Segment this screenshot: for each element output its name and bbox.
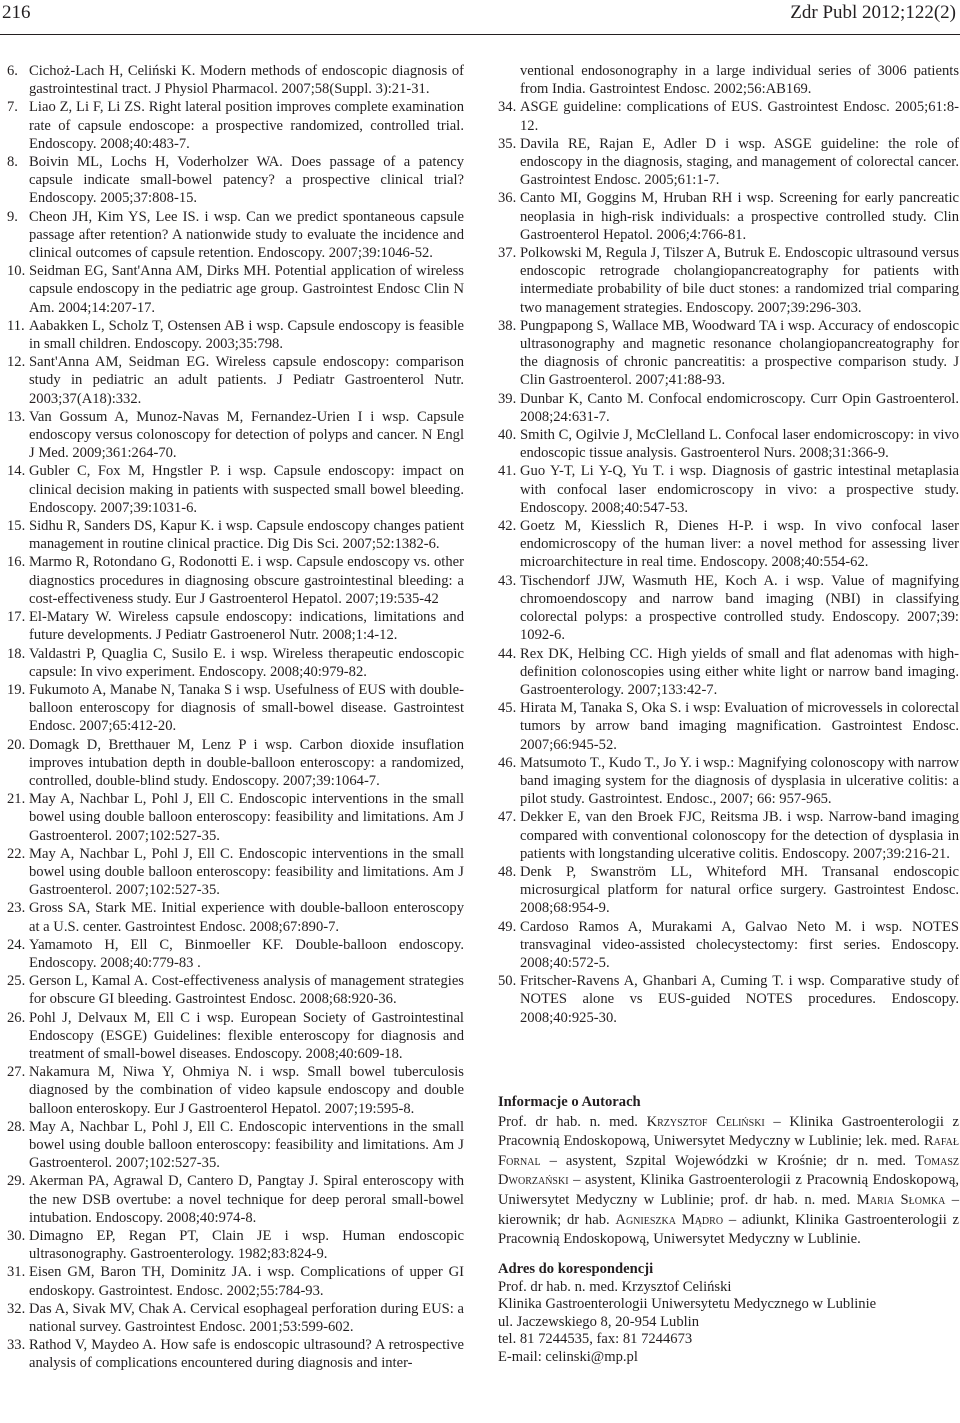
reference-item [498, 517, 959, 572]
reference-item [7, 462, 464, 517]
reference-text: Sant'Anna AM, Seidman EG. Wireless capsule endoscopy: comparison study in pediatric an adult patients. J Pediatr Gastroenterol Nutr. 2003;37(A18):332. [29, 354, 464, 407]
reference-number: 49. [498, 918, 517, 935]
reference-text: Polkowski M, Regula J, Tilszer A, Butruk E. Endoscopic ultrasound versus endoscopic retrograde cholangiopancreatography for patients with intermediate probability of bile duct stones: a randomized trial comparing two management strategies. Endoscopy. 2007;39:296-303. [520, 245, 959, 316]
reference-item [498, 863, 959, 918]
reference-text: Aabakken L, Scholz T, Ostensen AB i wsp. Capsule endoscopy is feasible in small children. Endoscopy. 2003;35:798. [29, 317, 464, 353]
reference-item [7, 972, 464, 1008]
reference-number: 40. [498, 427, 517, 444]
reference-text: Nakamura M, Niwa Y, Ohmiya N. i wsp. Small bowel tuberculosis diagnosed by the combination of video kapsule endoscopy and double balloon enteroskopy. Eur J Gastroenterol Hepatol. 2007;19:595-8. [29, 1064, 464, 1117]
reference-number: 39. [498, 390, 517, 407]
authors-info [498, 1093, 959, 1250]
reference-item [7, 936, 464, 972]
reference-text: Cheon JH, Kim YS, Lee IS. i wsp. Can we predict spontaneous capsule passage after retention? A nationwide study to evaluate the incidence and clinical outcomes of capsule retention. Endoscopy. 2007;39:1046-52. [29, 208, 464, 262]
reference-number: 43. [498, 572, 517, 589]
reference-item [7, 790, 464, 845]
reference-item [7, 517, 464, 553]
reference-text: May A, Nachbar L, Pohl J, Ell C. Endoscopic interventions in the small bowel using double balloon enteroscopy: feasibility and limitations. Am J Gastroenterol. 2007;102:527-35. [29, 845, 464, 899]
reference-text: Boivin ML, Lochs H, Voderholzer WA. Does passage of a patency capsule indicate small-bowel patency? a prospective clinical trial? Endoscopy. 2005;37:808-15. [29, 154, 464, 207]
reference-item [7, 1118, 464, 1173]
reference-item [7, 317, 464, 353]
reference-text: Dimagno EP, Regan PT, Clain JE i wsp. Human endoscopic ultrasonography. Gastroenterology. 1982;83:824-9. [29, 1228, 464, 1263]
author-name: Agnieszka Mądro [615, 1211, 724, 1228]
reference-number: 8. [7, 154, 18, 171]
reference-number: 16. [7, 554, 26, 571]
references-left-column [7, 62, 464, 1373]
reference-number: 6. [7, 63, 18, 79]
reference-text: May A, Nachbar L, Pohl J, Ell C. Endoscopic interventions in the small bowel using double balloon enteroscopy: feasibility and limitations. Am J Gastroenterol. 2007;102:527-35. [29, 791, 464, 844]
reference-item [498, 317, 959, 390]
author-name: Tomasz Dworzański [498, 1152, 959, 1189]
reference-item [7, 1009, 464, 1064]
correspondence-email[interactable]: E-mail: celinski@mp.pl [498, 1348, 638, 1365]
reference-item [498, 390, 959, 426]
reference-item [7, 1172, 464, 1227]
correspondence [498, 1261, 959, 1367]
reference-text: Smith C, Ogilvie J, McClelland L. Confocal laser endomicroscopy: in vivo endoscopic tissue analysis. Gastroenterol Nurs. 2008;31:366-9. [520, 427, 959, 462]
reference-number: 32. [7, 1300, 26, 1317]
reference-number: 34. [498, 99, 517, 116]
reference-item [7, 1063, 464, 1118]
reference-number: 19. [7, 681, 26, 698]
references-right-column [498, 62, 959, 1027]
reference-text: Yamamoto H, Ell C, Binmoeller KF. Double-balloon endoscopy. Endoscopy. 2008;40:779-83 . [29, 936, 464, 971]
reference-item [498, 918, 959, 973]
page-number: 216 [2, 2, 31, 23]
reference-text: Liao Z, Li F, Li ZS. Right lateral position improves complete examination rate of capsule endoscope: a prospective randomized, controlled trial. Endoscopy. 2008;40:483-7. [29, 99, 464, 152]
reference-number: 24. [7, 936, 26, 953]
reference-text: Das A, Sivak MV, Chak A. Cervical esophageal perforation during EUS: a national survey. Gastrointest Endosc. 2001;53:599-602. [29, 1300, 464, 1336]
reference-text: Pohl J, Delvaux M, Ell C i wsp. European Society of Gastrointestinal Endoscopy (ESGE) Guidelines: flexible enteroscopy for diagnosis and treatment of small-bowel diseases. Endoscopy. 2008;40:609-18. [29, 1009, 464, 1062]
reference-number: 47. [498, 809, 517, 826]
header-rule [0, 34, 960, 35]
reference-text: Eisen GM, Baron TH, Dominitz JA. i wsp. Complications of upper GI endoskopy. Gastrointest. Endosc. 2002;55:784-93. [29, 1264, 464, 1299]
correspondence-line: Klinika Gastroenterologii Uniwersytetu Medycznego w Lublinie [498, 1296, 877, 1313]
reference-number: 10. [7, 263, 26, 280]
reference-number: 48. [498, 863, 517, 880]
reference-item [498, 98, 959, 134]
reference-item [7, 1263, 464, 1299]
reference-item [7, 645, 464, 681]
reference-item [7, 153, 464, 208]
reference-item [498, 699, 959, 754]
journal-citation: Zdr Publ 2012;122(2) [790, 2, 956, 23]
reference-number: 36. [498, 190, 517, 207]
reference-number: 25. [7, 973, 26, 990]
reference-item [7, 1300, 464, 1336]
reference-number: 31. [7, 1264, 26, 1281]
reference-number: 46. [498, 754, 517, 771]
correspondence-line: tel. 81 7244535, fax: 81 7244673 [498, 1331, 693, 1348]
reference-text: Tischendorf JJW, Wasmuth HE, Koch A. i wsp. Value of magnifying chromoendoscopy and narrow band imaging (NBI) in classifying colorectal polyps: a prospective controlled study. Endoscopy. 2007;39: 1092-6. [520, 572, 959, 644]
reference-number: 18. [7, 645, 26, 662]
reference-text: Matsumoto T., Kudo T., Jo Y. i wsp.: Magnifying colonoscopy with narrow band imaging system for the diagnosis of dysplasia in ulcerative colitis: a pilot study. Gastrointest. Endosc., 2007; 66: 957-965. [520, 754, 959, 808]
reference-number: 30. [7, 1228, 26, 1244]
reference-text: Seidman EG, Sant'Anna AM, Dirks MH. Potential application of wireless capsule endoscopy in the pediatric age group. Gastrointest Endosc Clin N Am. 2004;14:207-17. [29, 263, 464, 316]
reference-number: 17. [7, 609, 26, 626]
reference-number: 41. [498, 463, 517, 480]
reference-item [498, 572, 959, 645]
reference-text: Marmo R, Rotondano G, Rodonotti E. i wsp. Capsule endoscopy vs. other diagnostics procedures in diagnosing obscure gastrointestinal bleeding: a cost-effectiveness study. Eur J Gastroenterol Hepatol. 2007;19:535-42 [29, 554, 464, 607]
reference-number: 28. [7, 1118, 26, 1135]
reference-number: 15. [7, 518, 26, 535]
reference-text: Cardoso Ramos A, Murakami A, Galvao Neto M. i wsp. NOTES transvaginal video-assisted cholecystectomy: first series. Endoscopy. 2008;40:572-5. [520, 918, 959, 971]
reference-item [7, 608, 464, 644]
reference-text: May A, Nachbar L, Pohl J, Ell C. Endoscopic interventions in the small bowel using double balloon enteroscopy: feasibility and limitations. Am J Gastroenterol. 2007;102:527-35. [29, 1118, 464, 1172]
reference-text: Gubler C, Fox M, Hngstler P. i wsp. Capsule endoscopy: impact on clinical decision making in patients with suspected small bowel bleeding. Endoscopy. 2007;39:1031-6. [29, 463, 464, 516]
reference-text: Rex DK, Helbing CC. High yields of small and flat adenomas with high-definition colonoscopies using either white light or narrow band imaging. Gastroenterology. 2007;133:42-7. [520, 645, 959, 698]
author-name: Maria Słomka [856, 1191, 946, 1208]
reference-item [7, 62, 464, 98]
reference-text: ASGE guideline: complications of EUS. Gastrointest Endosc. 2005;61:8-12. [520, 99, 959, 134]
reference-number: 33. [7, 1337, 26, 1354]
reference-text: Van Gossum A, Munoz-Navas M, Fernandez-Urien I i wsp. Capsule endoscopy versus colonoscopy for detection of polyps and cancer. N Engl J Med. 2009;361:264-70. [29, 408, 464, 462]
reference-number: 23. [7, 900, 26, 917]
reference-number: 21. [7, 791, 26, 808]
reference-item [7, 1336, 464, 1372]
reference-number: 7. [7, 99, 18, 116]
reference-text: Gerson L, Kamal A. Cost-effectiveness analysis of management strategies for obscure GI bleeding. Gastrointest Endosc. 2008;68:920-36. [29, 973, 464, 1008]
reference-item [7, 208, 464, 263]
reference-number: 50. [498, 973, 517, 990]
reference-text: Valdastri P, Quaglia C, Susilo E. i wsp. Wireless therapeutic endoscopic capsule: In vivo experiment. Endoscopy. 2008;40:979-82. [29, 645, 464, 680]
reference-text: Hirata M, Tanaka S, Oka S. i wsp: Evaluation of microvessels in colorectal tumors by arrow band imaging magnification. Gastrointest Endosc. 2007;66:945-52. [520, 700, 959, 753]
reference-text: Denk P, Swanström LL, Whiteford MH. Transanal endoscopic microsurgical platform for natural orfice surgery. Gastrointest Endosc. 2008;68:954-9. [520, 863, 959, 917]
reference-text: Guo Y-T, Li Y-Q, Yu T. i wsp. Diagnosis of gastric intestinal metaplasia with confocal laser endomicroscopy in vivo: a prospective study. Endoscopy. 2008;40:547-53. [520, 463, 959, 516]
author-name: Krzysztof Celiński [646, 1113, 765, 1130]
reference-number: 20. [7, 736, 26, 753]
reference-text: Canto MI, Goggins M, Hruban RH i wsp. Screening for early pancreatic neoplasia in high-risk individuals: a prospective controlled study. Clin Gastroenterol Hepatol. 2006;4:766-81. [520, 190, 959, 243]
reference-item [7, 98, 464, 153]
reference-number: 12. [7, 354, 26, 371]
authors-info-body: Prof. dr hab. n. med. Krzysztof Celiński – Klinika Gastroenterologii z Pracownią Endoskopową, Uniwersytet Medyczny w Lublinie; lek. med. Rafał Fornal – asystent, Szpital Wojewódzki w Krośnie; dr n. med. Tomasz Dworzański – asystent, Klinika Gastroenterologii z Pracownią Endoskopową, Uniwersytet Medyczny w Lublinie; prof. dr hab. n. med. Maria Słomka – kierownik; dr hab. Agnieszka Mądro – adiunkt, Klinika Gastroenterologii z Pracownią Endoskopową, Uniwersytet Medyczny w Lublinie. [498, 1113, 959, 1248]
reference-continuation [498, 62, 959, 98]
reference-item [498, 426, 959, 462]
reference-number: 27. [7, 1064, 26, 1081]
reference-number: 9. [7, 208, 18, 225]
reference-number: 11. [7, 317, 25, 334]
reference-item [7, 681, 464, 736]
reference-text: Fritscher-Ravens A, Ghanbari A, Cuming T. i wsp. Comparative study of NOTES alone vs EUS-guided NOTES procedures. Endoscopy. 2008;40:925-30. [520, 973, 959, 1026]
reference-text: Dekker E, van den Broek FJC, Reitsma JB. i wsp. Narrow-band imaging compared with conventional colonoscopy for the detection of dysplasia in patients with longstanding ulcerative colitis. Endoscopy. 2007;39:216-21. [520, 809, 959, 862]
reference-item [498, 135, 959, 190]
page-header [0, 0, 960, 40]
reference-item [7, 353, 464, 408]
authors-info-title: Informacje o Autorach [498, 1094, 641, 1110]
reference-number: 42. [498, 518, 517, 535]
reference-text: Akerman PA, Agrawal D, Cantero D, Pangtay J. Spiral enteroscopy with the new DSB overtube: a novel technique for deep peroral small-bowel intubation. Endoscopy. 2008;40:974-8. [29, 1173, 464, 1226]
reference-text: Goetz M, Kiesslich R, Dienes H-P. i wsp. In vivo confocal laser endomicroscopy of the human liver: a novel method for assessing liver microarchitecture in real time. Endoscopy. 2008;40:554-62. [520, 518, 959, 571]
reference-text: Gross SA, Stark ME. Initial experience with double-balloon enteroscopy at a U.S. center. Gastrointest Endosc. 2008;67:890-7. [29, 900, 464, 935]
author-name: Rafał Fornal [498, 1133, 959, 1169]
reference-item [498, 645, 959, 700]
reference-item [7, 553, 464, 608]
reference-item [7, 408, 464, 463]
reference-number: 45. [498, 700, 517, 717]
reference-item [7, 736, 464, 791]
reference-number: 14. [7, 463, 26, 480]
reference-item [498, 244, 959, 317]
reference-item [7, 1227, 464, 1263]
reference-number: 35. [498, 135, 517, 152]
reference-number: 13. [7, 408, 26, 425]
reference-number: 38. [498, 317, 517, 334]
reference-text: Dunbar K, Canto M. Confocal endomicroscopy. Curr Opin Gastroenterol. 2008;24:631-7. [520, 390, 959, 425]
reference-number: 26. [7, 1009, 26, 1026]
correspondence-line: Prof. dr hab. n. med. Krzysztof Celiński [498, 1278, 732, 1295]
reference-number: 44. [498, 645, 517, 662]
reference-text: El-Matary W. Wireless capsule endoscopy: indications, limitations and future developments. J Pediatr Gastroenerol Nutr. 2008;1:4-12. [29, 609, 464, 644]
reference-item [498, 972, 959, 1027]
reference-item [498, 189, 959, 244]
correspondence-line: ul. Jaczewskiego 8, 20-954 Lublin [498, 1313, 700, 1330]
reference-number: 37. [498, 245, 517, 262]
reference-text: Sidhu R, Sanders DS, Kapur K. i wsp. Capsule endoscopy changes patient management in routine clinical practice. Dig Dis Sci. 2007;52:1382-6. [29, 518, 464, 553]
reference-number: 22. [7, 845, 26, 862]
reference-text: Domagk D, Bretthauer M, Lenz P i wsp. Carbon dioxide insuflation improves intubation depth in double-balloon enteroscopy: a randomized, controlled, double-blind study. Endoscopy. 2007;39:1064-7. [29, 736, 464, 789]
reference-number: 29. [7, 1173, 26, 1190]
reference-item [7, 899, 464, 935]
reference-item [498, 808, 959, 863]
correspondence-title: Adres do korespondencji [498, 1261, 654, 1277]
reference-text: ventional endosonography in a large individual series of 3006 patients from India. Gastrointest Endosc. 2002;56:AB169. [520, 63, 959, 98]
reference-item [498, 462, 959, 517]
reference-text: Cichoż-Lach H, Celiński K. Modern methods of endoscopic diagnosis of gastrointestinal tract. J Physiol Pharmacol. 2007;58(Suppl. 3):21-31. [29, 63, 464, 98]
reference-item [498, 754, 959, 809]
reference-text: Pungpapong S, Wallace MB, Woodward TA i wsp. Accuracy of endoscopic ultrasonography and magnetic resonance cholangiopancreatography for the diagnosis of chronic pancreatitis: a prospective comparison study. J Clin Gastroenterol. 2007;41:88-93. [520, 317, 959, 389]
reference-item [7, 262, 464, 317]
reference-text: Davila RE, Rajan E, Adler D i wsp. ASGE guideline: the role of endoscopy in the diagnosis, staging, and management of colorectal cancer. Gastrointest Endosc. 2005;61:1-7. [520, 135, 959, 189]
reference-text: Fukumoto A, Manabe N, Tanaka S i wsp. Usefulness of EUS with double-balloon enteroscopy for diagnosis of small-bowel disease. Gastrointest Endosc. 2007;65:412-20. [29, 681, 464, 735]
reference-item [7, 845, 464, 900]
reference-text: Rathod V, Maydeo A. How safe is endoscopic ultrasound? A retrospective analysis of complications encountered during diagnosis and inter- [29, 1337, 464, 1372]
